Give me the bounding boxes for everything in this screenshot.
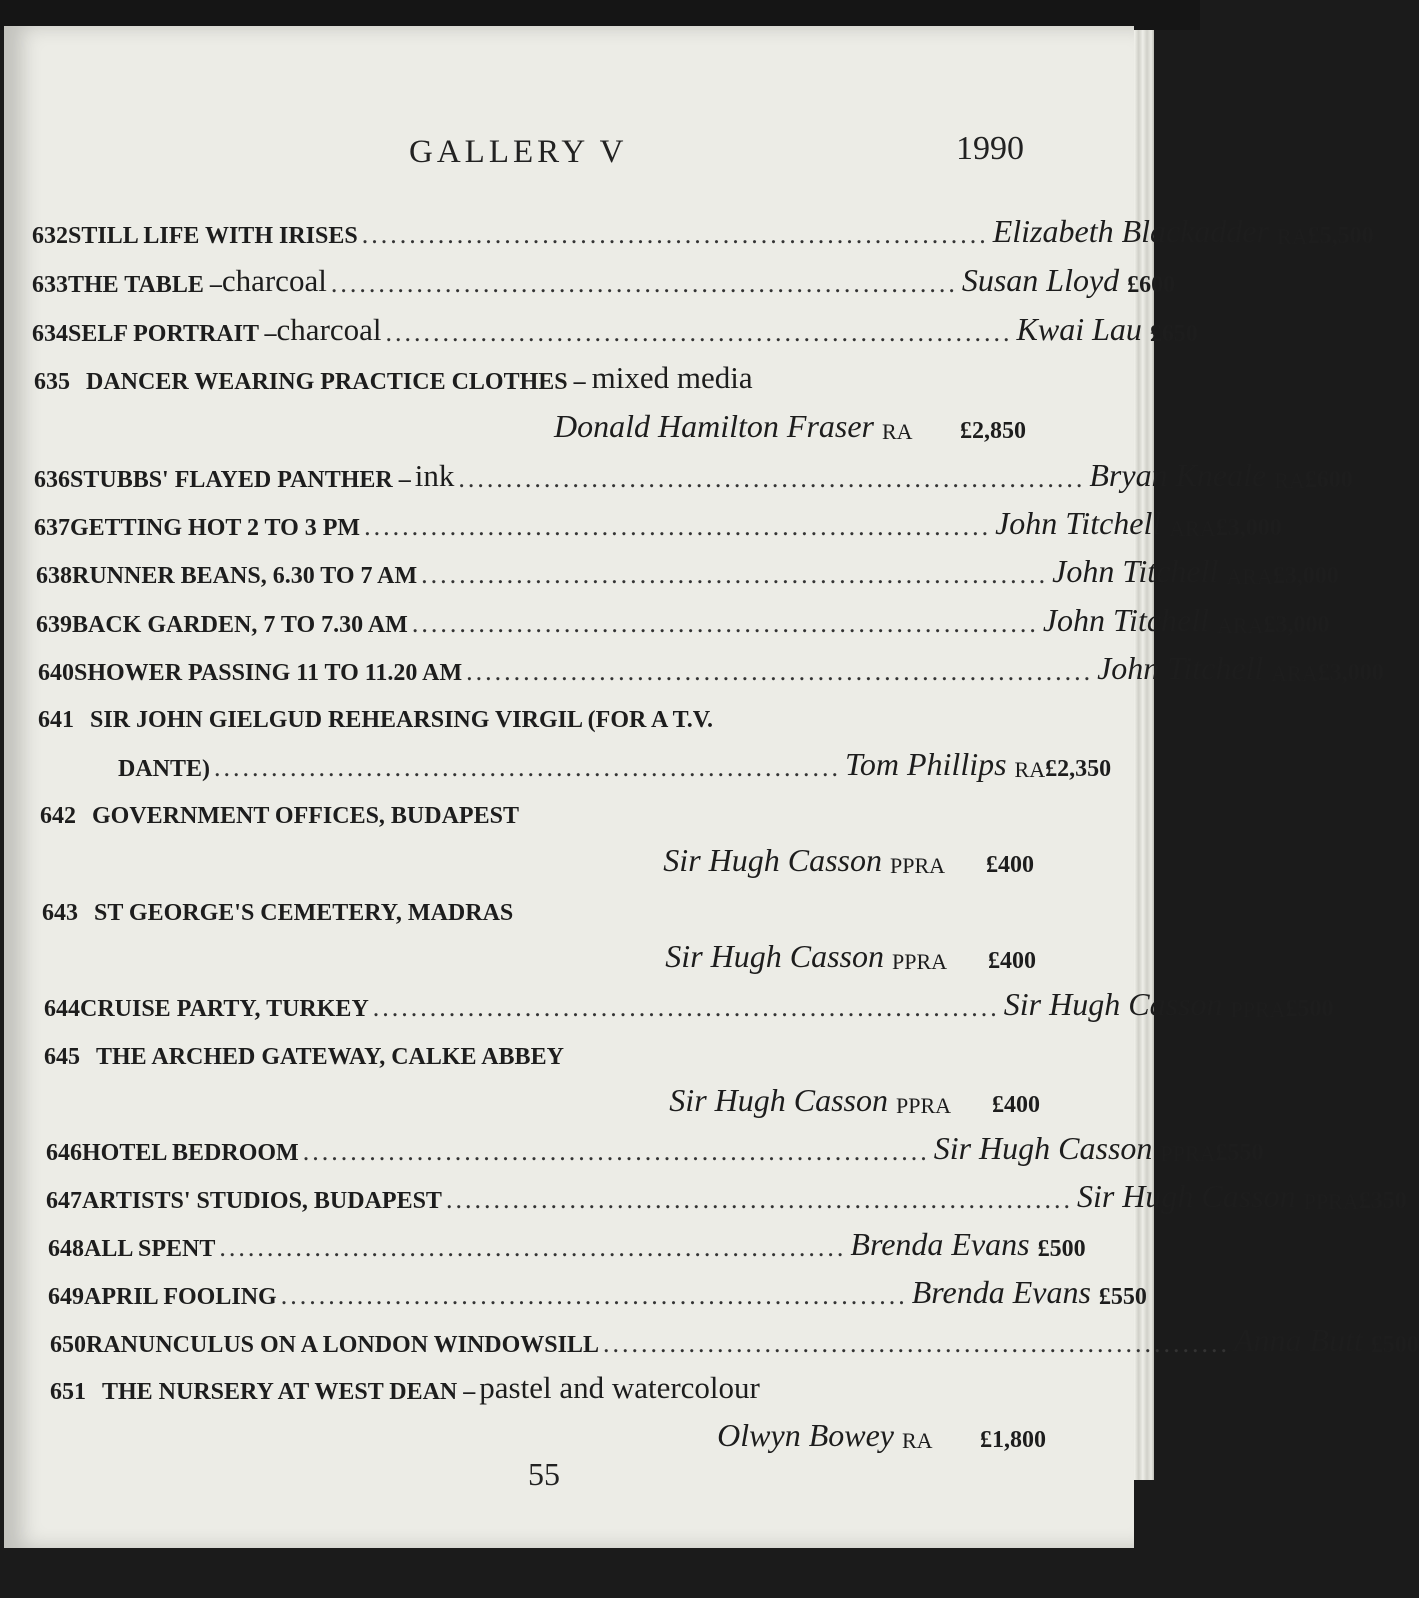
entry-medium: pastel and watercolour xyxy=(479,1370,760,1405)
entry-artist: Anna Butt xyxy=(1233,1322,1363,1358)
entry-title: SIR JOHN GIELGUD REHEARSING VIRGIL (FOR A T.V. xyxy=(90,707,714,733)
dot-leader: .................................................................. xyxy=(421,560,1049,589)
entry-price: £2,850 xyxy=(960,418,1026,444)
entry-number: 645 xyxy=(44,1044,80,1070)
list-item-continuation xyxy=(40,835,1034,879)
entry-price: £650 xyxy=(1149,321,1198,347)
entry-number: 641 xyxy=(38,707,74,733)
dot-leader: .................................................................. xyxy=(219,1233,847,1262)
dot-leader: .................................................................. xyxy=(445,1185,1073,1214)
entry-title: THE NURSERY AT WEST DEAN – xyxy=(102,1379,476,1405)
entry-number: 644 xyxy=(44,996,80,1022)
entry-title: GOVERNMENT OFFICES, BUDAPEST xyxy=(92,803,519,829)
gallery-title: GALLERY V xyxy=(409,134,628,170)
entry-number: 649 xyxy=(48,1284,84,1310)
entry-title: RANUNCULUS ON A LONDON WINDOWSILL xyxy=(86,1332,599,1358)
entry-title: ALL SPENT xyxy=(84,1236,216,1262)
entry-rank: PPRA xyxy=(892,949,948,974)
entry-artist: John Titchell xyxy=(1042,602,1210,638)
entry-title-continued: DANTE) xyxy=(118,756,211,782)
entry-rank: ARA xyxy=(1169,516,1216,541)
entry-title: DANCER WEARING PRACTICE CLOTHES – xyxy=(86,369,586,395)
entry-title: STUBBS' FLAYED PANTHER – xyxy=(70,467,411,493)
entry-number: 647 xyxy=(46,1188,82,1214)
list-item xyxy=(44,1027,1038,1071)
entry-number: 634 xyxy=(32,321,68,347)
list-item xyxy=(32,304,1198,348)
entry-title: BACK GARDEN, 7 TO 7.30 AM xyxy=(72,612,408,638)
entry-number: 635 xyxy=(34,369,70,395)
entry-title: THE ARCHED GATEWAY, CALKE ABBEY xyxy=(96,1044,564,1070)
catalogue-page xyxy=(4,26,1419,1548)
entry-price: £350 xyxy=(1358,1188,1407,1214)
entry-artist: John Titchell xyxy=(995,505,1162,541)
list-item xyxy=(46,1171,1407,1215)
list-item xyxy=(36,595,1330,639)
entry-price: £3,000 xyxy=(1263,612,1330,638)
entry-title: THE TABLE – xyxy=(68,272,222,298)
list-item xyxy=(32,255,1176,299)
entry-artist: Sir Hugh Casson xyxy=(663,842,882,878)
entry-artist: Brenda Evans xyxy=(911,1274,1091,1310)
entry-artist: Kwai Lau xyxy=(1016,311,1142,347)
dot-leader: .................................................................. xyxy=(364,512,992,541)
list-item xyxy=(42,883,1036,927)
entry-artist: Tom Phillips xyxy=(845,746,1007,782)
entry-number: 639 xyxy=(36,612,72,638)
list-item xyxy=(34,352,1026,396)
list-item xyxy=(38,690,1032,734)
entry-number: 636 xyxy=(34,467,70,493)
entry-artist: Brenda Evans xyxy=(850,1226,1030,1262)
list-item xyxy=(50,1315,1419,1359)
entry-price: £500 xyxy=(1285,996,1334,1022)
entry-price: £5,500 xyxy=(1307,223,1374,249)
list-item xyxy=(36,546,1339,590)
entry-price: £400 xyxy=(988,948,1036,974)
entry-rank: RA xyxy=(1277,224,1308,249)
list-item xyxy=(32,206,1374,250)
entry-number: 640 xyxy=(38,660,74,686)
list-item xyxy=(40,786,1034,830)
entry-artist: Elizabeth Blackadder xyxy=(992,213,1270,249)
entry-title: APRIL FOOLING xyxy=(84,1284,277,1310)
list-item xyxy=(34,450,1353,494)
list-item xyxy=(50,1362,1044,1406)
entry-rank: PPRA xyxy=(890,853,946,878)
entry-price: £500 xyxy=(1037,1236,1086,1262)
entry-title: ST GEORGE'S CEMETERY, MADRAS xyxy=(94,900,514,926)
entry-price: £3,000 xyxy=(1215,515,1282,541)
entry-rank: ARA xyxy=(1226,564,1273,589)
list-item xyxy=(34,498,1282,542)
entry-artist: Sir Hugh Casson xyxy=(665,938,884,974)
entry-title: RUNNER BEANS, 6.30 TO 7 AM xyxy=(72,563,418,589)
entry-rank: ARA xyxy=(1271,661,1318,686)
entry-price: £600 xyxy=(1304,467,1353,493)
entry-artist: Sir Hugh Casson xyxy=(933,1130,1153,1166)
entry-artist: Sir Hugh Casson xyxy=(1076,1178,1296,1214)
entry-price: £1,800 xyxy=(980,1427,1046,1453)
list-item-continuation xyxy=(118,739,1112,783)
entry-number: 650 xyxy=(50,1332,86,1358)
entry-artist: Bryan Kneale xyxy=(1089,457,1267,493)
list-item-continuation xyxy=(42,931,1036,975)
entry-title: HOTEL BEDROOM xyxy=(82,1140,299,1166)
entry-title: SHOWER PASSING 11 TO 11.20 AM xyxy=(74,660,463,686)
entry-medium: charcoal xyxy=(276,312,382,347)
entry-price: £3,000 xyxy=(1317,660,1384,686)
entry-rank: PPRA xyxy=(1303,1189,1359,1214)
list-item xyxy=(38,643,1384,687)
entry-rank: RA xyxy=(1014,757,1046,782)
entry-artist: Susan Lloyd xyxy=(961,262,1120,298)
list-item xyxy=(44,979,1334,1023)
entry-rank: RA xyxy=(902,1428,933,1453)
entry-title: SELF PORTRAIT – xyxy=(68,321,277,347)
dot-leader: .................................................................. xyxy=(214,753,842,782)
list-item-continuation xyxy=(50,1410,1046,1454)
entry-number: 648 xyxy=(48,1236,84,1262)
entry-price: £550 xyxy=(1098,1284,1147,1310)
entry-medium: charcoal xyxy=(221,263,327,298)
entry-title: STILL LIFE WITH IRISES xyxy=(68,223,358,249)
dot-leader: .................................................................. xyxy=(458,464,1086,493)
list-item-continuation xyxy=(34,401,1026,445)
entry-price: £550 xyxy=(1215,1140,1264,1166)
dot-leader: .................................................................. xyxy=(361,220,989,249)
entry-title: GETTING HOT 2 TO 3 PM xyxy=(70,515,361,541)
dot-leader: .................................................................. xyxy=(602,1329,1230,1358)
entry-number: 633 xyxy=(32,272,68,298)
dot-leader: .................................................................. xyxy=(411,609,1039,638)
entry-artist: Sir Hugh Casson xyxy=(1003,986,1223,1022)
page-number: 55 xyxy=(528,1456,560,1492)
entry-rank: RA xyxy=(882,419,913,444)
list-item xyxy=(48,1219,1086,1263)
dot-leader: .................................................................. xyxy=(280,1281,908,1310)
entry-medium: ink xyxy=(414,458,455,493)
entry-number: 643 xyxy=(42,900,78,926)
entry-medium: mixed media xyxy=(591,360,753,395)
dot-leader: .................................................................. xyxy=(372,993,1000,1022)
entry-rank: ARA xyxy=(1217,613,1264,638)
entry-number: 642 xyxy=(40,803,76,829)
dot-leader: .................................................................. xyxy=(466,657,1094,686)
entry-number: 651 xyxy=(50,1379,86,1405)
entry-number: 646 xyxy=(46,1140,82,1166)
entry-artist: Olwyn Bowey xyxy=(717,1417,894,1453)
list-item xyxy=(46,1123,1264,1167)
year: 1990 xyxy=(956,130,1024,167)
entry-price: £600 xyxy=(1127,272,1176,298)
entry-rank: PPRA xyxy=(896,1093,952,1118)
entry-price: £500 xyxy=(1370,1332,1419,1358)
dot-leader: .................................................................. xyxy=(330,269,958,298)
list-item xyxy=(48,1267,1147,1311)
dot-leader: .................................................................. xyxy=(385,318,1013,347)
entry-artist: John Titchell xyxy=(1097,650,1264,686)
entry-number: 637 xyxy=(34,515,70,541)
entry-price: £400 xyxy=(992,1092,1040,1118)
list-item-continuation xyxy=(44,1075,1040,1119)
entry-artist: Donald Hamilton Fraser xyxy=(554,408,874,444)
entry-price: £3,000 xyxy=(1272,563,1339,589)
entry-price: £400 xyxy=(986,852,1034,878)
entry-number: 632 xyxy=(32,223,68,249)
entry-rank: RA xyxy=(1274,468,1305,493)
entry-rank: PPRA xyxy=(1230,997,1286,1022)
entry-rank: PPRA xyxy=(1160,1141,1216,1166)
entry-price: £2,350 xyxy=(1045,756,1112,782)
entry-number: 638 xyxy=(36,563,72,589)
entry-title: ARTISTS' STUDIOS, BUDAPEST xyxy=(82,1188,442,1214)
page-header xyxy=(4,130,1134,180)
entry-artist: John Titchell xyxy=(1052,553,1219,589)
entry-title: CRUISE PARTY, TURKEY xyxy=(80,996,369,1022)
dot-leader: .................................................................. xyxy=(302,1137,930,1166)
entry-artist: Sir Hugh Casson xyxy=(669,1082,888,1118)
